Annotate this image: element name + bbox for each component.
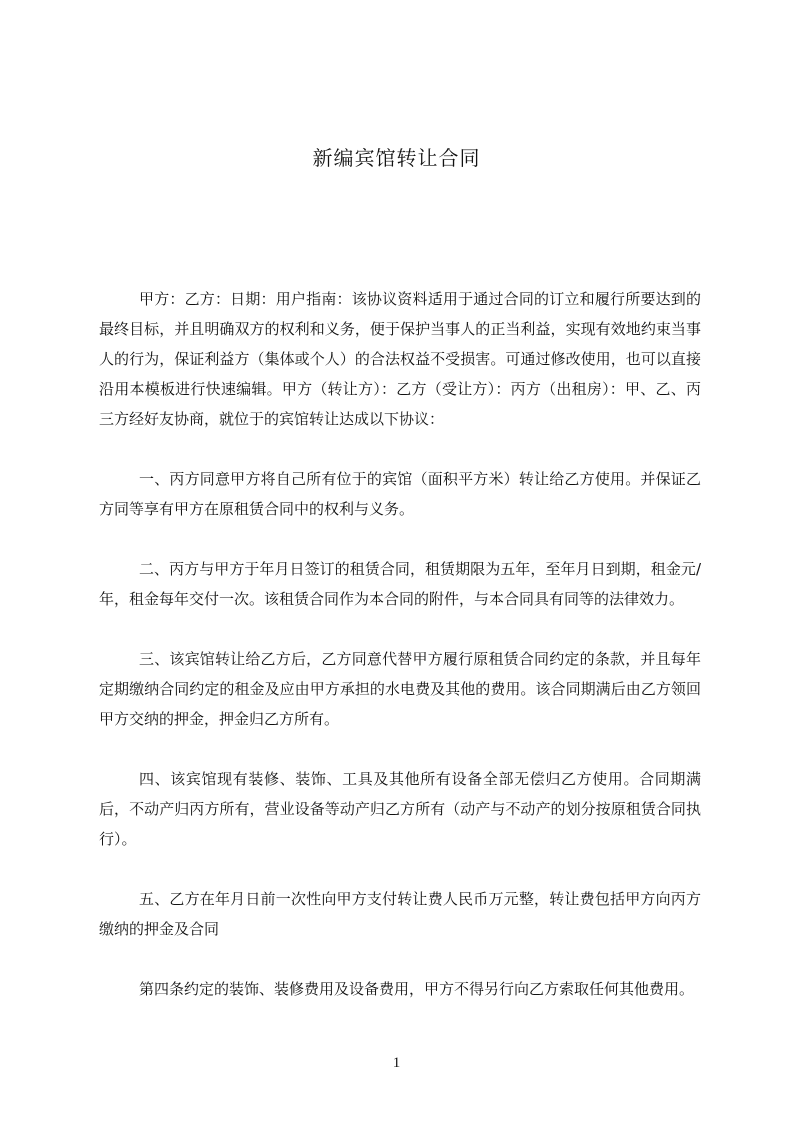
paragraph-clause-2: 二、丙方与甲方于年月日签订的租赁合同，租赁期限为五年，至年月日到期，租金元/年，租金每年交付一次。该租赁合同作为本合同的附件，与本合同具有同等的法律效力。 (99, 560, 701, 608)
paragraph-clause-1: 一、丙方同意甲方将自己所有位于的宾馆（面积平方米）转让给乙方使用。并保证乙方同等享有甲方在原租赁合同中的权利与义务。 (99, 470, 701, 518)
paragraph-clause-4: 四、该宾馆现有装修、装饰、工具及其他所有设备全部无偿归乙方使用。合同期满后，不动产归丙方所有，营业设备等动产归乙方所有（动产与不动产的划分按原租赁合同执行）。 (99, 770, 701, 848)
paragraph-clause-5: 五、乙方在年月日前一次性向甲方支付转让费人民币万元整，转让费包括甲方向丙方缴纳的押金及合同 (99, 890, 701, 938)
paragraph-clause-5-continued: 第四条约定的装饰、装修费用及设备费用，甲方不得另行向乙方索取任何其他费用。 (139, 980, 695, 998)
paragraph-clause-3: 三、该宾馆转让给乙方后，乙方同意代替甲方履行原租赁合同约定的条款，并且每年定期缴纳合同约定的租金及应由甲方承担的水电费及其他的费用。该合同期满后由乙方领回甲方交纳的押金，押金归乙方所有。 (99, 650, 701, 728)
document-title: 新编宾馆转让合同 (312, 146, 481, 170)
document-body (99, 284, 701, 1004)
paragraph-preamble: 甲方：乙方：日期：用户指南：该协议资料适用于通过合同的订立和履行所要达到的最终目标，并且明确双方的权利和义务，便于保护当事人的正当利益，实现有效地约束当事人的行为，保证利益方（集体或个人）的合法权益不受损害。可通过修改使用，也可以直接沿用本模板进行快速编辑。甲方（转让方）：乙方（受让方）：丙方（出租房）：甲、乙、丙三方经好友协商，就位于的宾馆转让达成以下协议： (99, 290, 701, 428)
page-number: 1 (392, 1055, 401, 1071)
